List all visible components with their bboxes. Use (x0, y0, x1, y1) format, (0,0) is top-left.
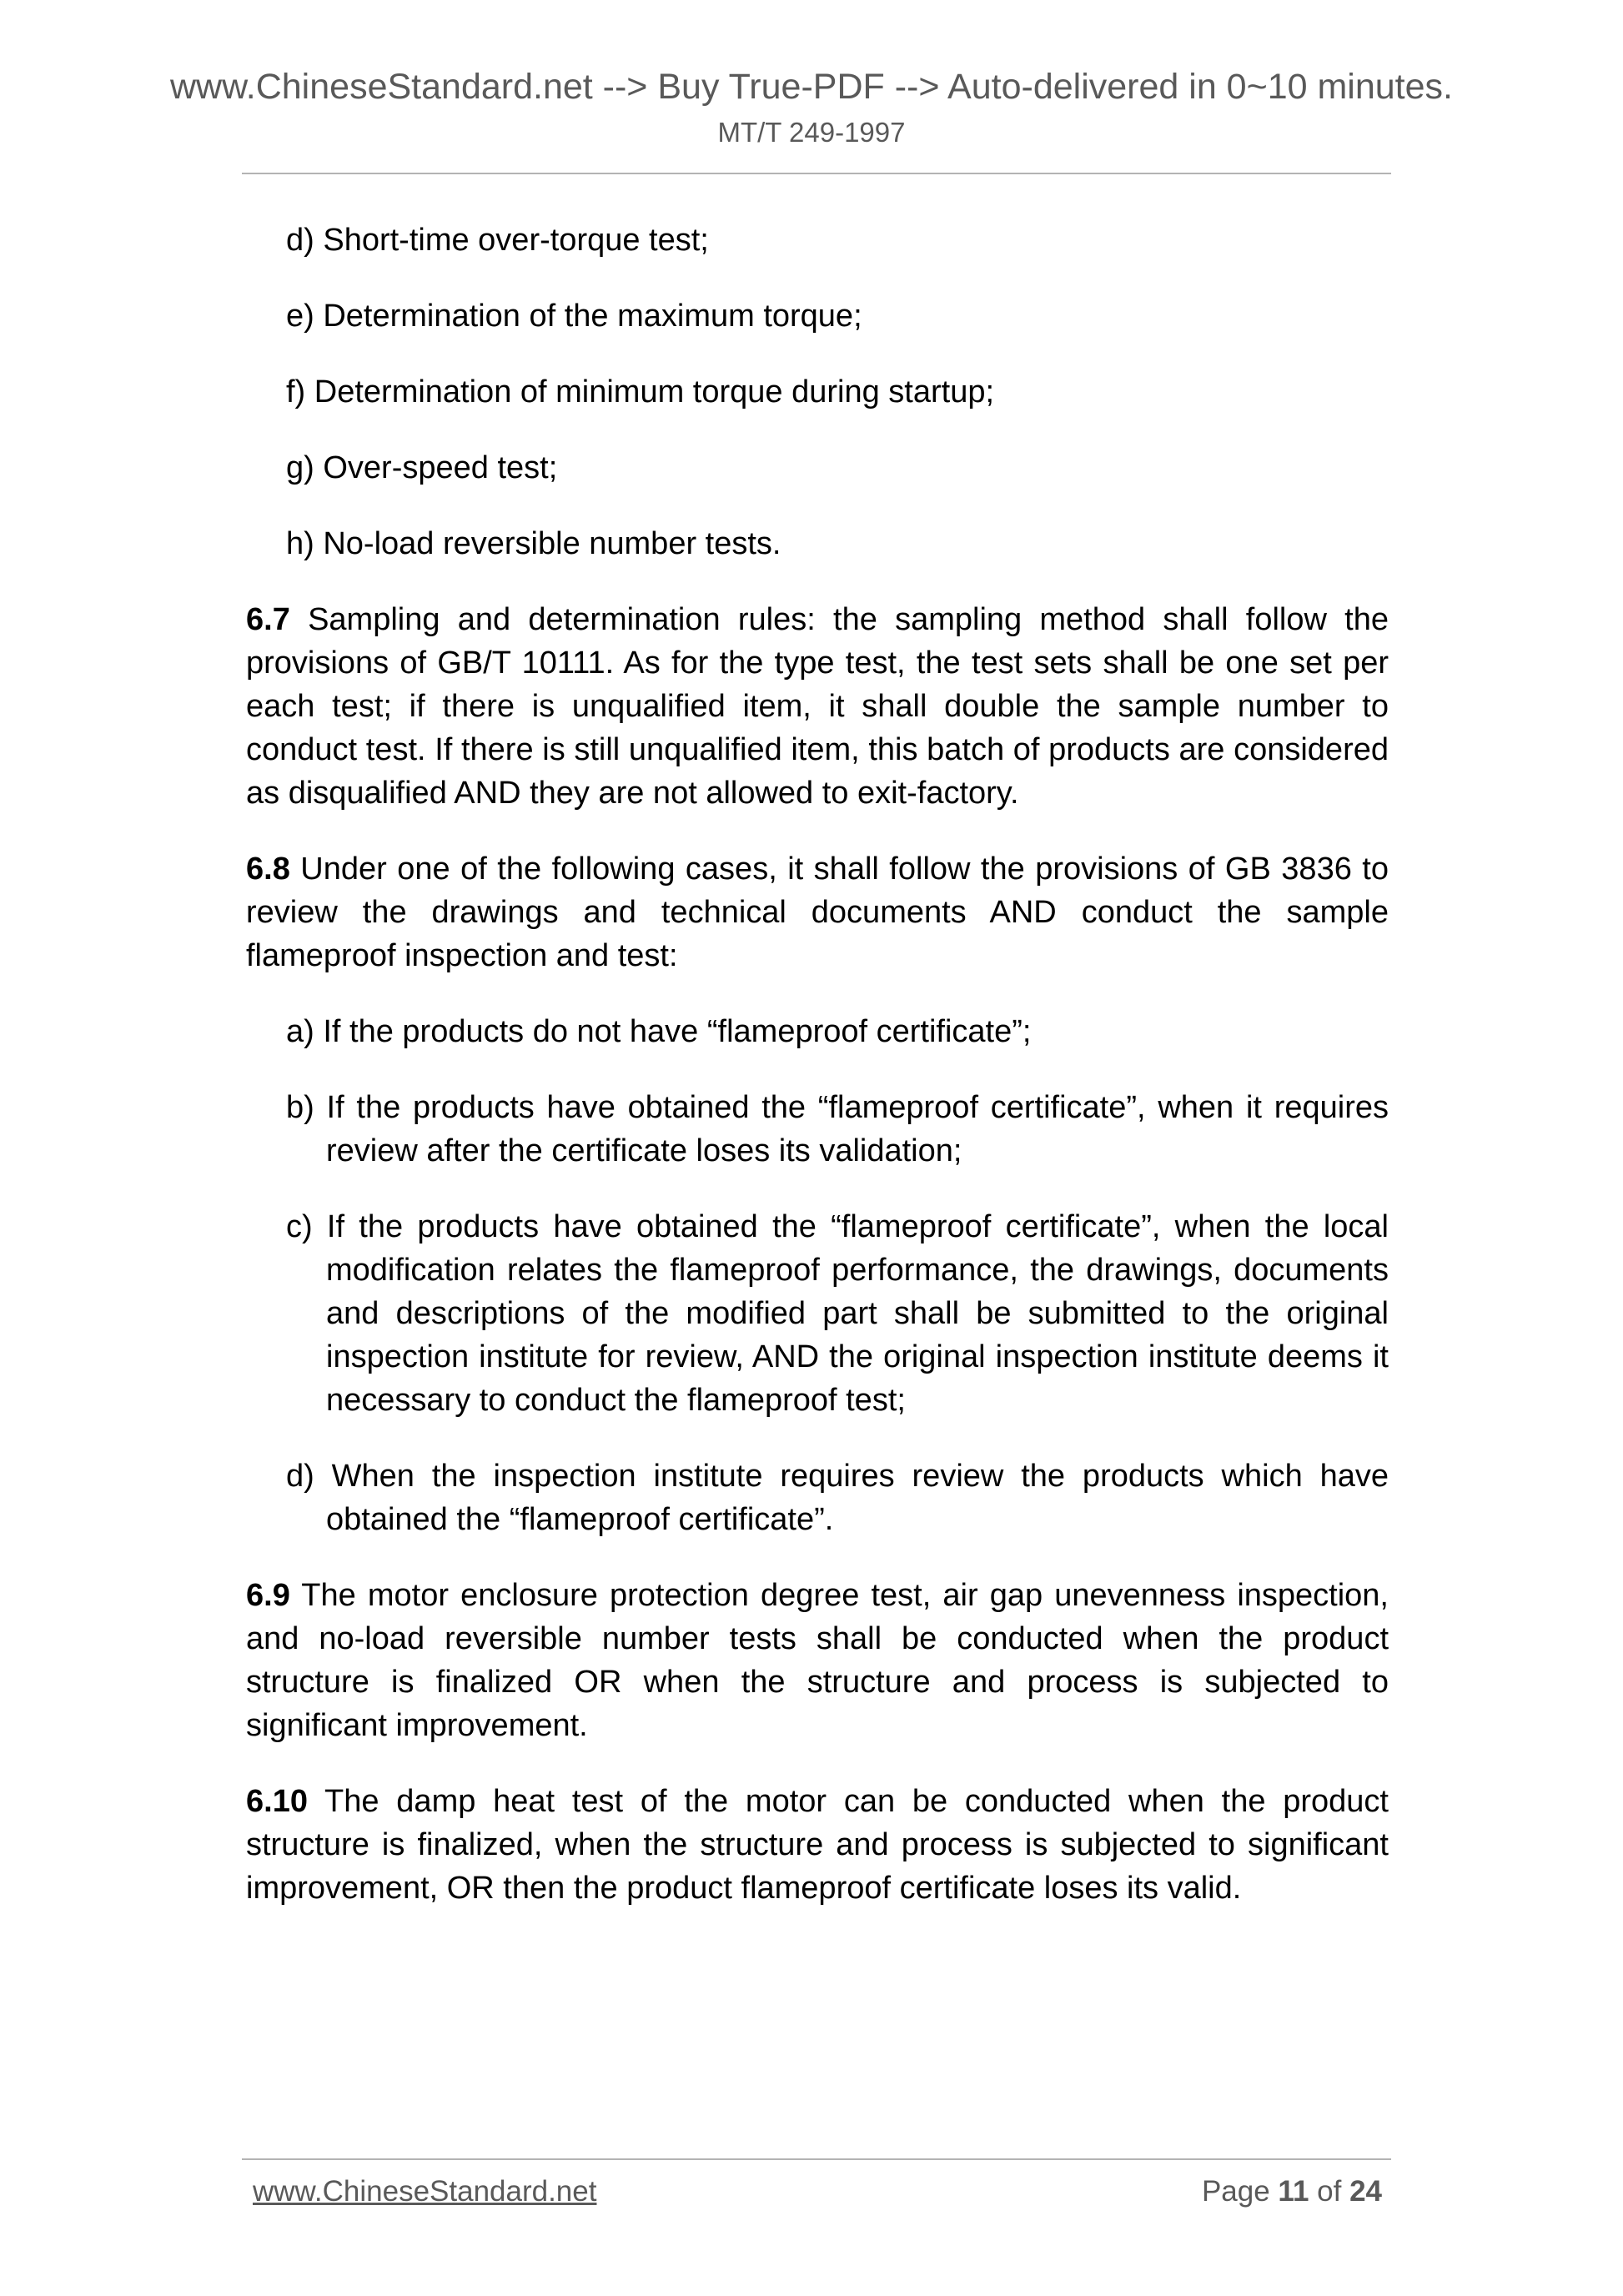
list-item: a) If the products do not have “flameproof certificate”; (286, 1014, 1032, 1049)
page-number (1202, 2173, 1382, 2210)
list-item: d) When the inspection institute requires review the products which have obtained the “flameproof certificate”. (286, 1459, 1389, 1537)
page-total: 24 (1349, 2175, 1382, 2208)
footer-website-link[interactable]: www.ChineseStandard.net (253, 2175, 597, 2208)
clause-text: The motor enclosure protection degree test, air gap unevenness inspection, and no-load reversible number tests shall be conducted when the product structure is finalized OR when the structure and process is subjected to significant improvement. (246, 1578, 1389, 1743)
page-current: 11 (1278, 2175, 1309, 2208)
footer-divider (242, 2158, 1391, 2160)
list-item: c) If the products have obtained the “flameproof certificate”, when the local modification relates the flameproof performance, the drawings, documents and descriptions of the modified part shall be submitted to the original inspection institute for review, AND the original inspection institute deems it necessary to conduct the flameproof test; (286, 1209, 1389, 1418)
clause-6-10 (246, 1780, 1389, 1910)
list-item: g) Over-speed test; (286, 450, 558, 485)
clause-6-9 (246, 1574, 1389, 1747)
clause-text: Under one of the following cases, it shall follow the provisions of GB 3836 to review the drawings and technical documents AND conduct the sample flameproof inspection and test: (246, 852, 1389, 973)
list-item: h) No-load reversible number tests. (286, 526, 781, 561)
page-of: of (1309, 2175, 1350, 2208)
list-item: e) Determination of the maximum torque; (286, 299, 862, 334)
document-body (246, 219, 1389, 1942)
clause-number: 6.7 (246, 602, 290, 637)
list-item: d) Short-time over-torque test; (286, 223, 709, 258)
page-prefix: Page (1201, 2175, 1279, 2208)
clause-number: 6.9 (246, 1578, 290, 1613)
header-divider (242, 173, 1391, 174)
list-item: b) If the products have obtained the “flameproof certificate”, when it requires review after the certificate loses its validation; (286, 1090, 1389, 1168)
list-item: f) Determination of minimum torque during startup; (286, 374, 995, 409)
clause-number: 6.8 (246, 852, 290, 887)
standard-code: MT/T 249-1997 (717, 117, 906, 148)
clause-text: The damp heat test of the motor can be conducted when the product structure is finalized, when the structure and process is subjected to significant improvement, OR then the product flameproof certificate loses its valid. (246, 1784, 1389, 1906)
clause-number: 6.10 (246, 1784, 308, 1819)
clause-6-7 (246, 598, 1389, 815)
clause-text: Sampling and determination rules: the sampling method shall follow the provisions of GB/T 10111. As for the type test, the test sets shall be one set per each test; if there is unqualified item, it shall double the sample number to conduct test. If there is still unqualified item, this batch of products are considered as disqualified AND they are not allowed to exit-factory. (246, 602, 1389, 811)
header-banner: www.ChineseStandard.net --> Buy True-PDF --> Auto-delivered in 0~10 minutes. (169, 67, 1453, 107)
clause-6-8 (246, 847, 1389, 977)
